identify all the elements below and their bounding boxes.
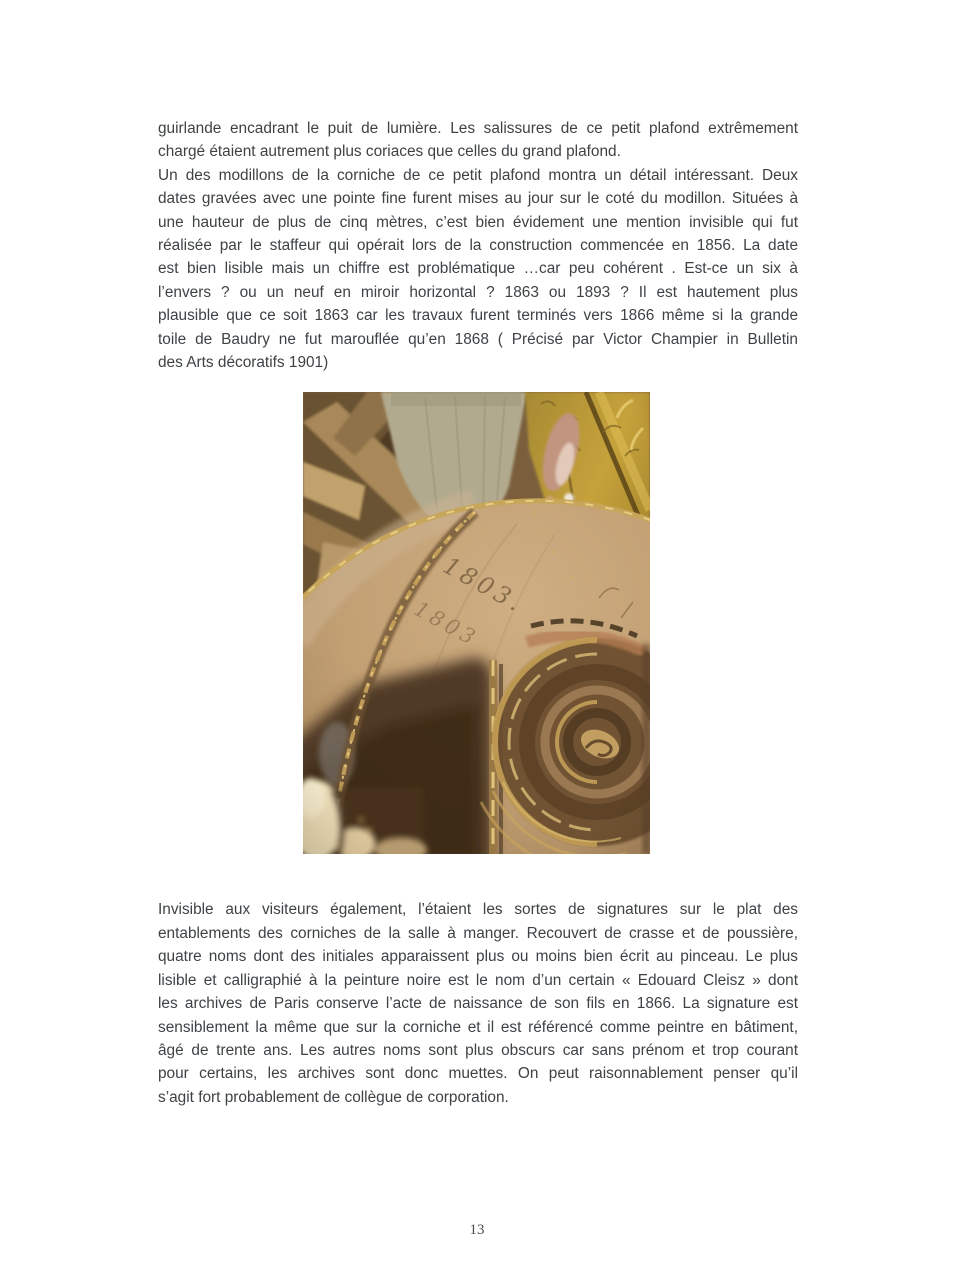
text-line: une hauteur de plus de cinq mètres, c’est bien évidement une mention invisible qui fut xyxy=(158,213,798,231)
text-line: quatre noms dont des initiales apparaissent plus ou moins bien écrit au pinceau. Le plus xyxy=(158,948,798,966)
vignette-overlay xyxy=(303,392,650,854)
text-line: des Arts décoratifs 1901) xyxy=(158,354,329,372)
modillon-photo-image xyxy=(303,392,650,854)
modillon-photo xyxy=(303,392,650,854)
text-line: plausible que ce soit 1863 car les travaux furent terminés vers 1866 même si la grande xyxy=(158,307,798,325)
paragraph-signatures xyxy=(158,898,798,1109)
text-line: pour certains, les archives sont donc muettes. On peut raisonnablement penser qu’il xyxy=(158,1065,798,1083)
paragraph-petit-plafond xyxy=(158,117,798,164)
text-line: sensiblement la même que sur la corniche et il est référencé comme peintre en bâtiment, xyxy=(158,1018,798,1036)
text-line: lisible et calligraphié à la peinture noire est le nom d’un certain « Edouard Cleisz » dont xyxy=(158,971,798,989)
text-line: âgé de trente ans. Les autres noms sont plus obscurs car sans prénom et trop courant xyxy=(158,1041,798,1059)
text-line: Invisible aux visiteurs également, l’étaient les sortes de signatures sur le plat des xyxy=(158,901,798,919)
text-line: les archives de Paris conserve l’acte de naissance de son fils en 1866. La signature est xyxy=(158,995,798,1013)
text-line: entablements des corniches de la salle à manger. Recouvert de crasse et de poussière, xyxy=(158,924,798,942)
page-number: 13 xyxy=(469,1222,485,1238)
paragraph-modillon-dates xyxy=(158,164,798,375)
text-line: est bien lisible mais un chiffre est problématique …car peu cohérent . Est-ce un six à xyxy=(158,260,798,278)
text-line: s’agit fort probablement de collègue de corporation. xyxy=(158,1088,509,1106)
text-line: toile de Baudry ne fut marouflée qu’en 1868 ( Précisé par Victor Champier in Bulletin xyxy=(158,330,798,348)
text-line: Un des modillons de la corniche de ce petit plafond montra un détail intéressant. Deux xyxy=(158,166,798,184)
body-text xyxy=(158,117,798,1109)
text-line: dates gravées avec une pointe fine furent mises au jour sur le coté du modillon. Situées à xyxy=(158,190,798,208)
text-line: guirlande encadrant le puit de lumière. Les salissures de ce petit plafond extrêmement xyxy=(158,120,798,137)
text-line: chargé étaient autrement plus coriaces que celles du grand plafond. xyxy=(158,143,621,161)
text-line: réalisée par le staffeur qui opérait lors de la construction commencée en 1856. La date xyxy=(158,237,798,255)
text-line: l’envers ? ou un neuf en miroir horizontal ? 1863 ou 1893 ? Il est hautement plus xyxy=(158,283,798,301)
